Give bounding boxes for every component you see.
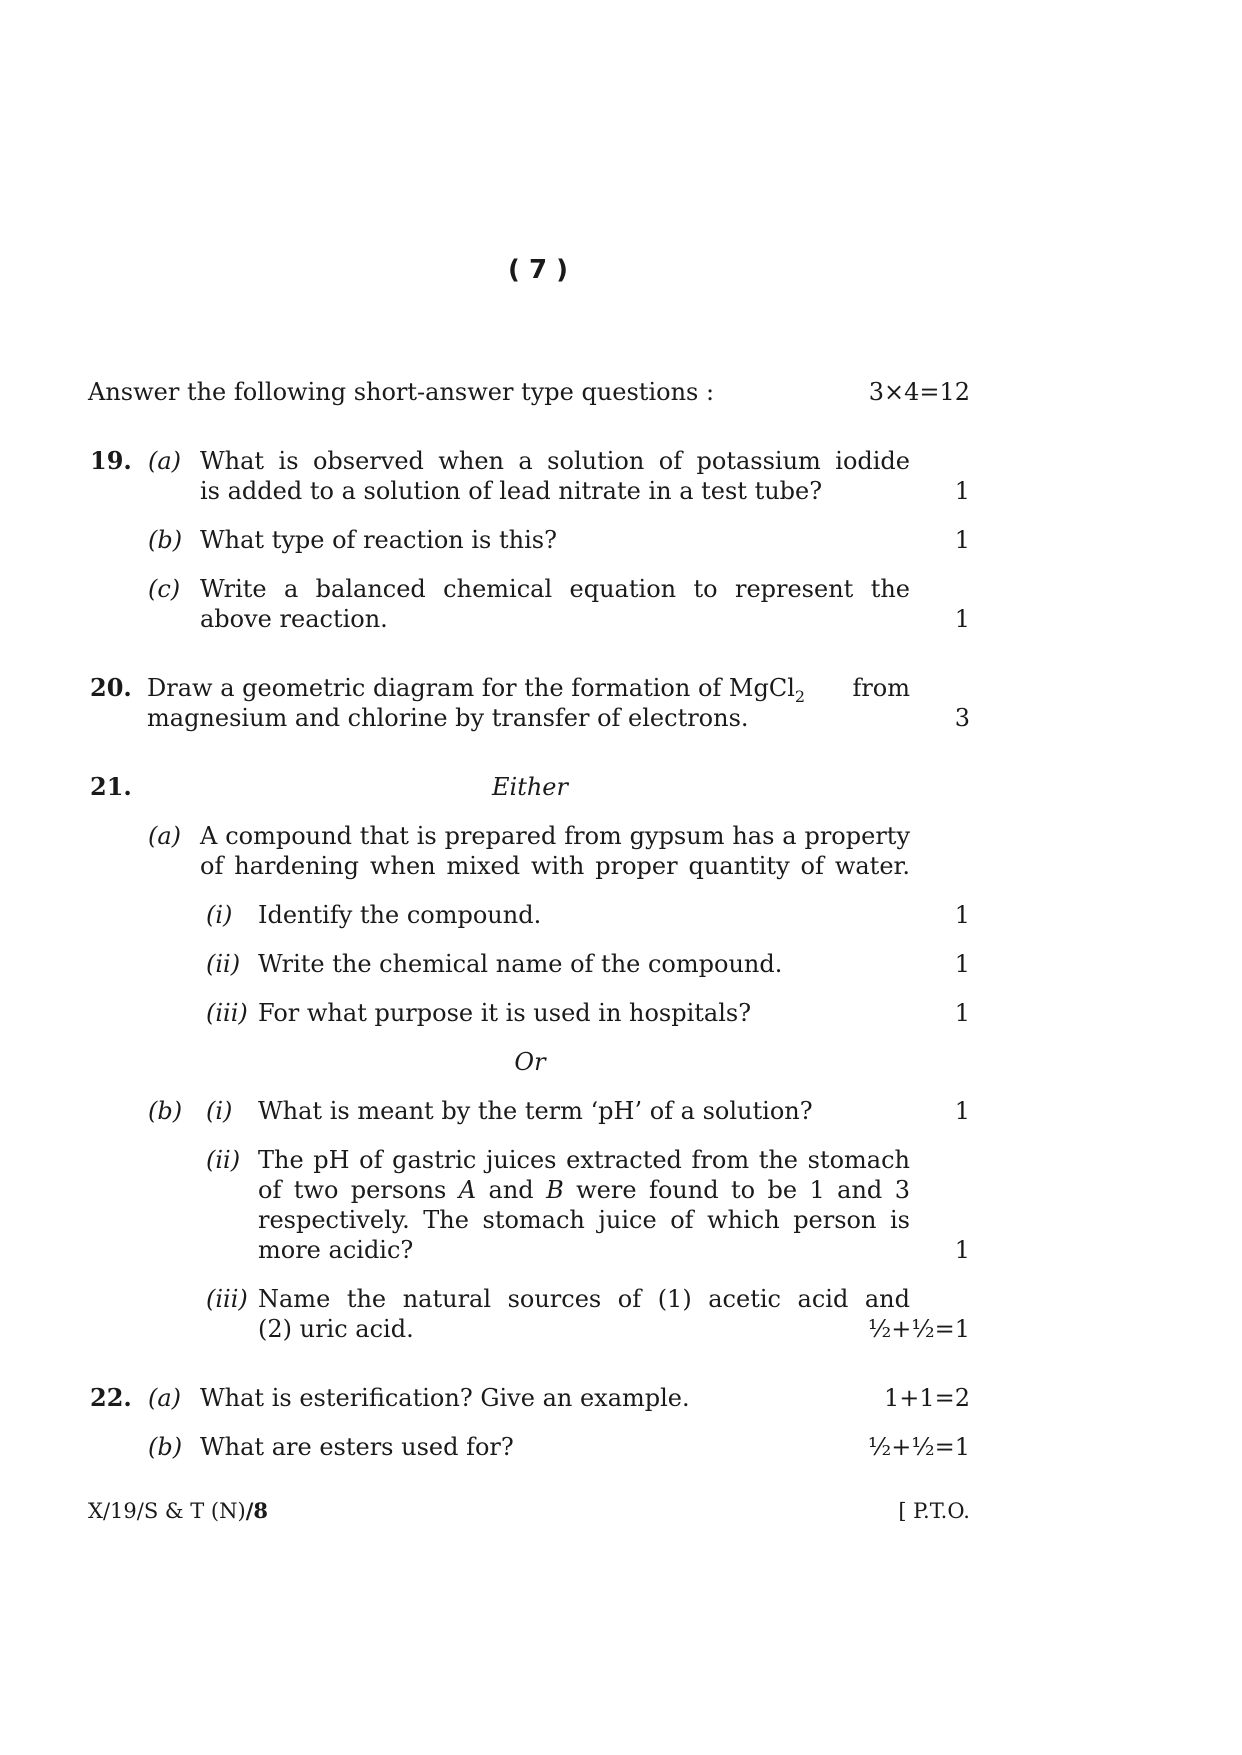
q21-b-ii-w1: of: [258, 1176, 282, 1204]
q21-b-ii-w13: 3: [894, 1176, 910, 1204]
q21-b-ii-line2: [258, 1175, 910, 1205]
q21-b-label: (b): [148, 1097, 183, 1125]
q21-a-ii-text: Write the chemical name of the compound.: [258, 950, 783, 978]
q21-a-line1: A compound that is prepared from gypsum has a property: [200, 822, 910, 850]
q21-a-iii-marks: 1: [954, 999, 970, 1027]
q21-a-i-label: (i): [206, 901, 233, 929]
q22-a-text: What is esterification? Give an example.: [200, 1384, 690, 1412]
q21-b-i-text: What is meant by the term ‘pH’ of a solution?: [258, 1097, 813, 1125]
q21-b-iii-line2: (2) uric acid.: [258, 1315, 414, 1343]
q22-b-marks: ½+½=1: [867, 1433, 970, 1461]
q20-subscript: 2: [794, 686, 806, 706]
q21-a-iii-text: For what purpose it is used in hospitals?: [258, 999, 752, 1027]
q22-b-label: (b): [148, 1433, 183, 1461]
q21-a-label: (a): [148, 822, 182, 850]
q19-a-label: (a): [148, 447, 182, 475]
q21-a-ii-marks: 1: [954, 950, 970, 978]
q22-b-text: What are esters used for?: [200, 1433, 514, 1461]
footer-code-main: X/19/S & T (N): [88, 1499, 246, 1523]
q19-a-line2: is added to a solution of lead nitrate in a test tube?: [200, 477, 823, 505]
q21-b-ii-w9: to: [730, 1176, 756, 1204]
q21-a-ii-label: (ii): [206, 950, 241, 978]
q21-b-i-label: (i): [206, 1097, 233, 1125]
question-number-22: 22.: [90, 1383, 132, 1412]
q19-b-marks: 1: [954, 526, 970, 554]
section-marks: 3×4=12: [868, 378, 970, 406]
q21-b-ii-w10: be: [767, 1176, 798, 1204]
q21-b-ii-w11: 1: [809, 1176, 825, 1204]
q20-line1-main: Draw a geometric diagram for the formation of MgCl$_2$: [147, 674, 806, 706]
q21-b-ii-label: (ii): [206, 1146, 241, 1174]
q21-a-iii-label: (iii): [206, 999, 248, 1027]
q21-b-ii-w5: and: [488, 1176, 534, 1204]
q21-b-ii-person-b: B: [546, 1176, 564, 1204]
q20-marks: 3: [954, 704, 970, 732]
question-number-20: 20.: [90, 673, 132, 702]
q22-a-marks: 1+1=2: [883, 1384, 970, 1412]
footer-code-page: /8: [245, 1498, 268, 1523]
q21-a-i-text: Identify the compound.: [258, 901, 542, 929]
q19-c-marks: 1: [954, 605, 970, 633]
page-number: ( 7 ): [508, 255, 568, 285]
q19-b-text: What type of reaction is this?: [200, 526, 557, 554]
q21-b-ii-line1: The pH of gastric juices extracted from the stomach: [258, 1146, 910, 1174]
question-number-19: 19.: [90, 446, 132, 475]
footer-pto: [ P.T.O.: [898, 1499, 970, 1523]
q20-line1-end: from: [852, 674, 910, 702]
q20-line2: magnesium and chlorine by transfer of electrons.: [147, 704, 749, 732]
q19-b-label: (b): [148, 526, 183, 554]
q19-c-line2: above reaction.: [200, 605, 388, 633]
q21-a-line2: of hardening when mixed with proper quantity of water.: [200, 852, 910, 880]
q21-b-ii-line4: more acidic?: [258, 1236, 414, 1264]
q21-b-iii-label: (iii): [206, 1285, 248, 1313]
section-instruction: Answer the following short-answer type questions :: [88, 378, 715, 406]
q22-a-label: (a): [148, 1384, 182, 1412]
q19-a-line1: What is observed when a solution of potassium iodide: [200, 447, 910, 475]
q21-or: Or: [514, 1048, 546, 1076]
q21-b-ii-w7: were: [576, 1176, 637, 1204]
q21-b-ii-w3: persons: [350, 1176, 447, 1204]
q21-either: Either: [492, 773, 568, 801]
q21-b-ii-marks: 1: [954, 1236, 970, 1264]
q21-b-ii-person-a: A: [458, 1176, 477, 1204]
q21-b-iii-line1: Name the natural sources of (1) acetic acid and: [258, 1285, 910, 1313]
footer-code: [88, 1496, 268, 1526]
q21-b-ii-w2: two: [293, 1176, 339, 1204]
q19-c-line1: Write a balanced chemical equation to represent the: [200, 575, 910, 603]
q21-b-ii-w8: found: [648, 1176, 719, 1204]
q21-b-ii-w12: and: [837, 1176, 883, 1204]
q21-b-i-marks: 1: [954, 1097, 970, 1125]
question-number-21: 21.: [90, 772, 132, 801]
q19-a-marks: 1: [954, 477, 970, 505]
q21-b-iii-marks: ½+½=1: [867, 1315, 970, 1343]
q21-a-i-marks: 1: [954, 901, 970, 929]
q21-b-ii-line3: respectively. The stomach juice of which person is: [258, 1206, 910, 1234]
q19-c-label: (c): [148, 575, 181, 603]
